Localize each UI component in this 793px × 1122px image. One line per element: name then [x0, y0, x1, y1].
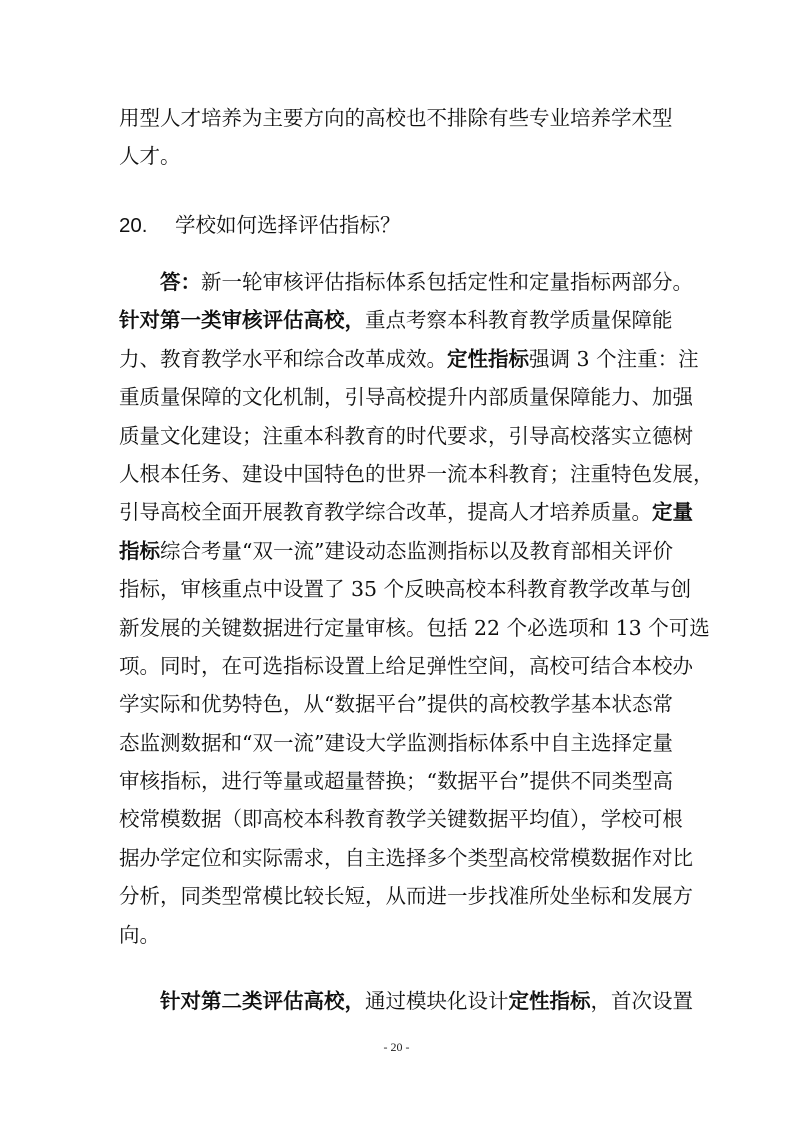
question-text: 学校如何选择评估指标？: [175, 213, 401, 237]
text-line: 审核指标，进行等量或超量替换；“数据平台”提供不同类型高: [119, 769, 673, 794]
bold-text: 指标: [119, 538, 160, 563]
text-line: [119, 982, 693, 1020]
page-number: - 20 -: [383, 1040, 410, 1054]
text-line: [119, 301, 675, 339]
text-line: 新发展的关键数据进行定量审核。包括 22 个必选项和 13 个可选: [119, 615, 710, 640]
text-run: 新一轮审核评估指标体系包括定性和定量指标两部分。: [201, 270, 693, 294]
text-line: 人根本任务、建设中国特色的世界一流本科教育；注重特色发展，: [119, 461, 714, 486]
text-line: [119, 493, 693, 531]
text-line: 人才。: [119, 144, 181, 169]
text-line: [119, 263, 693, 301]
text-run: 通过模块化设计: [365, 989, 509, 1013]
text-line: 指标，审核重点中设置了 35 个反映高校本科教育教学改革与创: [119, 577, 692, 602]
bold-text: 针对第一类审核评估高校，: [119, 308, 365, 333]
bold-text: 针对第二类评估高校，: [160, 989, 365, 1013]
text-line: 项。同时，在可选指标设置上给足弹性空间，高校可结合本校办: [119, 653, 693, 678]
text-run: 重点考察本科教育教学质量保障能: [365, 308, 673, 333]
bold-text: 定性指标: [447, 346, 529, 371]
text-line: 学实际和优势特色，从“数据平台”提供的高校教学基本状态常: [119, 692, 673, 717]
bold-text: 定性指标: [508, 989, 591, 1013]
text-line: 分析，同类型常模比较长短，从而进一步找准所处坐标和发展方: [119, 884, 693, 909]
text-line: [119, 532, 675, 570]
text-run: 引导高校全面开展教育教学综合改革，提高人才培养质量。: [119, 500, 652, 525]
text-run: 强调 3 个注重：注: [529, 346, 699, 371]
text-line: 重质量保障的文化机制，引导高校提升内部质量保障能力、加强: [119, 385, 693, 410]
text-line: 据办学定位和实际需求，自主选择多个类型高校常模数据作对比: [119, 845, 693, 870]
continuation-paragraph: [119, 99, 675, 176]
text-run: 综合考量“双一流”建设动态监测指标以及教育部相关评价: [160, 538, 673, 563]
text-run: ，首次设置: [590, 989, 693, 1013]
answer-label: 答：: [160, 270, 201, 294]
text-line: 态监测数据和“双一流”建设大学监测指标体系中自主选择定量: [119, 730, 673, 755]
question-number: 20.: [119, 214, 148, 237]
text-line: 向。: [119, 922, 160, 947]
text-line: 质量文化建设；注重本科教育的时代要求，引导高校落实立德树: [119, 423, 693, 448]
second-paragraph: [119, 982, 693, 1020]
text-line: 校常模数据（即高校本科教育教学关键数据平均值），学校可根: [119, 807, 683, 832]
bold-text: 定量: [652, 500, 693, 525]
question-heading: [119, 206, 679, 245]
text-line: [119, 340, 699, 378]
text-line: 用型人才培养为主要方向的高校也不排除有些专业培养学术型: [119, 106, 673, 130]
text-run: 力、教育教学水平和综合改革成效。: [119, 346, 447, 371]
answer-paragraph: [119, 263, 714, 954]
